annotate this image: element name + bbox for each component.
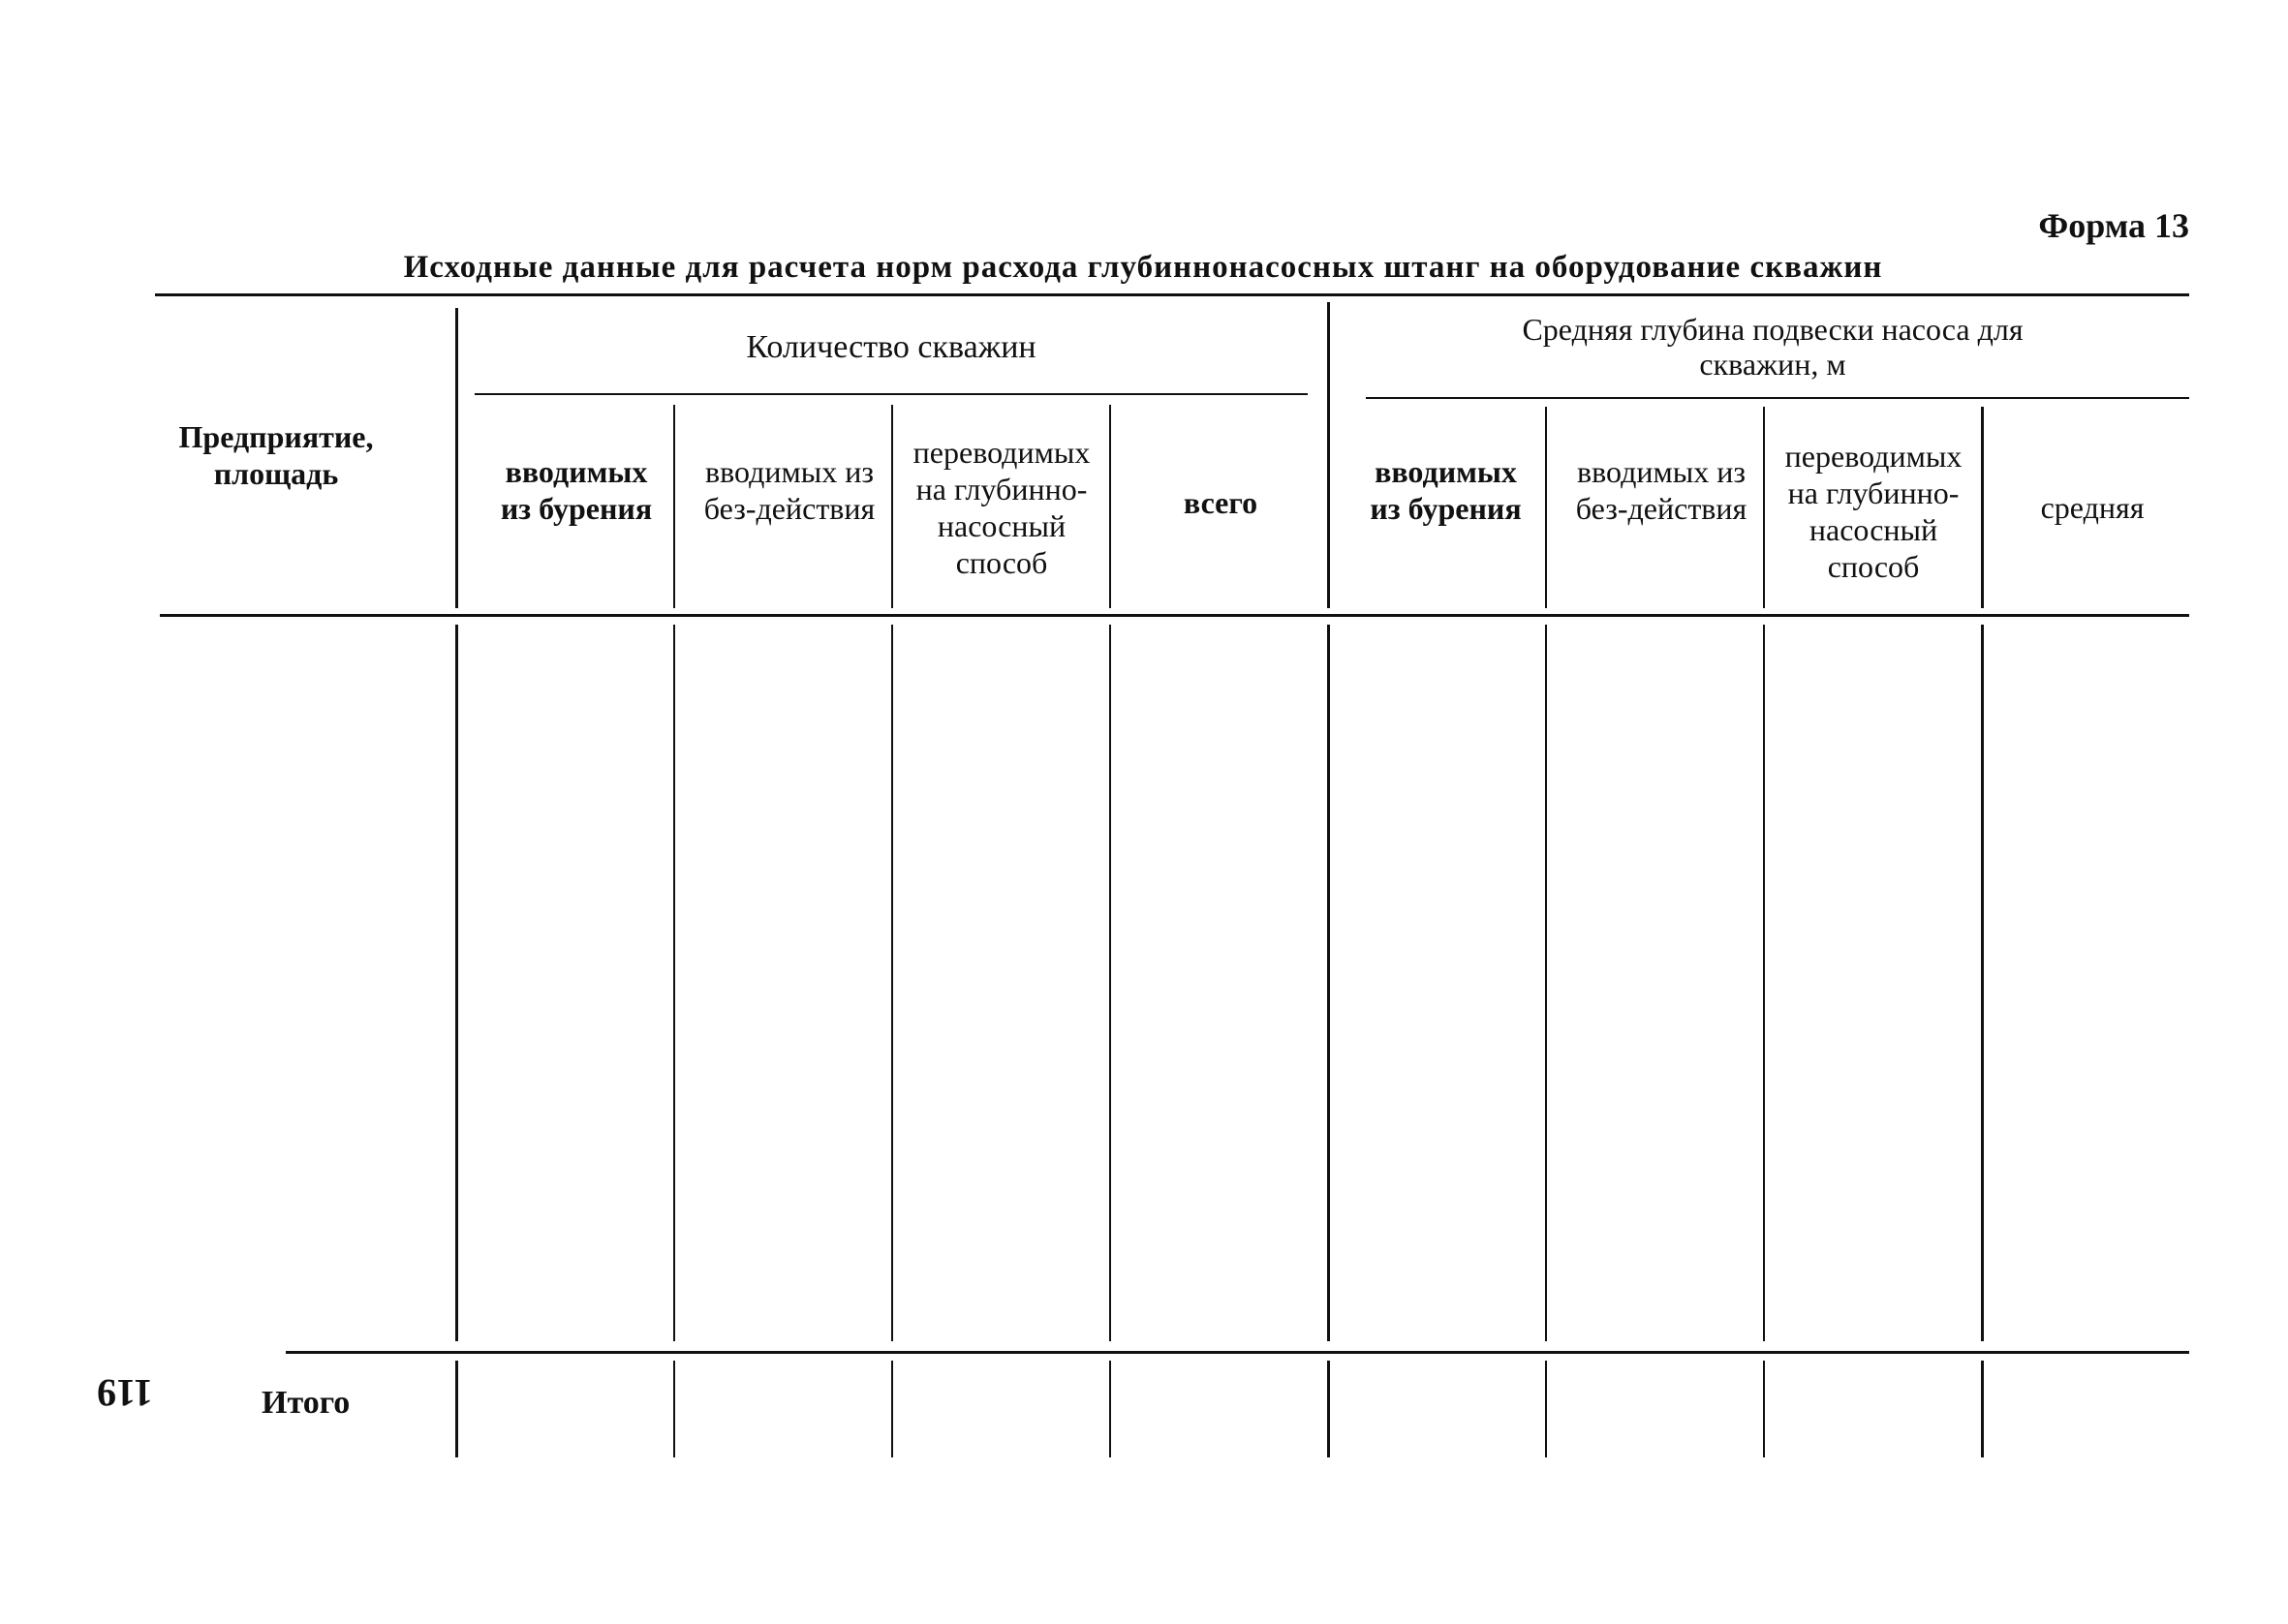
- col-divider-1: [455, 308, 458, 608]
- col-divider-8: [1981, 407, 1984, 608]
- page-number: 119: [97, 1371, 153, 1415]
- col-divider-3: [891, 405, 893, 608]
- header-bottom-border: [160, 614, 2189, 617]
- total-col-divider-5: [1327, 1361, 1330, 1457]
- document-title: Исходные данные для расчета норм расхода глубиннонасосных штанг на оборудование скважин: [403, 250, 1883, 285]
- body-col-divider-4: [1109, 625, 1111, 1341]
- total-col-divider-1: [455, 1361, 458, 1457]
- col-header-transferred: переводимых на глубинно-насосный способ: [912, 435, 1091, 580]
- total-col-divider-2: [673, 1361, 675, 1457]
- col-divider-4: [1109, 405, 1111, 608]
- col-header-depth-from-idle: вводимых из без-действия: [1575, 454, 1747, 526]
- body-col-divider-5: [1327, 625, 1330, 1341]
- group1-underline: [475, 393, 1308, 395]
- col-divider-5: [1327, 302, 1330, 608]
- total-col-divider-7: [1763, 1361, 1765, 1457]
- table-top-border: [155, 293, 2189, 296]
- col-divider-6: [1545, 407, 1547, 608]
- total-row-label: Итого: [262, 1385, 351, 1421]
- total-col-divider-3: [891, 1361, 893, 1457]
- body-col-divider-3: [891, 625, 893, 1341]
- body-col-divider-1: [455, 625, 458, 1341]
- group2-underline: [1366, 397, 2189, 399]
- enterprise-area-header: Предприятие, площадь: [178, 419, 374, 491]
- total-col-divider-4: [1109, 1361, 1111, 1457]
- col-divider-2: [673, 405, 675, 608]
- col-header-total: всего: [1183, 485, 1258, 520]
- body-col-divider-2: [673, 625, 675, 1341]
- body-col-divider-7: [1763, 625, 1765, 1341]
- group-header-pump-depth: Средняя глубина подвески насоса для скважин, м: [1522, 312, 2024, 382]
- col-header-average: средняя: [2040, 490, 2145, 525]
- form-number: Форма 13: [2038, 206, 2189, 245]
- col-header-from-drilling: вводимых из бурения: [500, 454, 653, 526]
- total-row-top-border: [286, 1351, 2189, 1354]
- body-col-divider-6: [1545, 625, 1547, 1341]
- col-header-from-idle: вводимых из без-действия: [703, 454, 876, 526]
- total-col-divider-6: [1545, 1361, 1547, 1457]
- body-col-divider-8: [1981, 625, 1984, 1341]
- total-col-divider-8: [1981, 1361, 1984, 1457]
- col-header-depth-transferred: переводимых на глубинно-насосный способ: [1784, 439, 1963, 584]
- col-header-depth-from-drilling: вводимых из бурения: [1370, 454, 1522, 526]
- col-divider-7: [1763, 407, 1765, 608]
- group-header-well-count: Количество скважин: [746, 329, 1036, 365]
